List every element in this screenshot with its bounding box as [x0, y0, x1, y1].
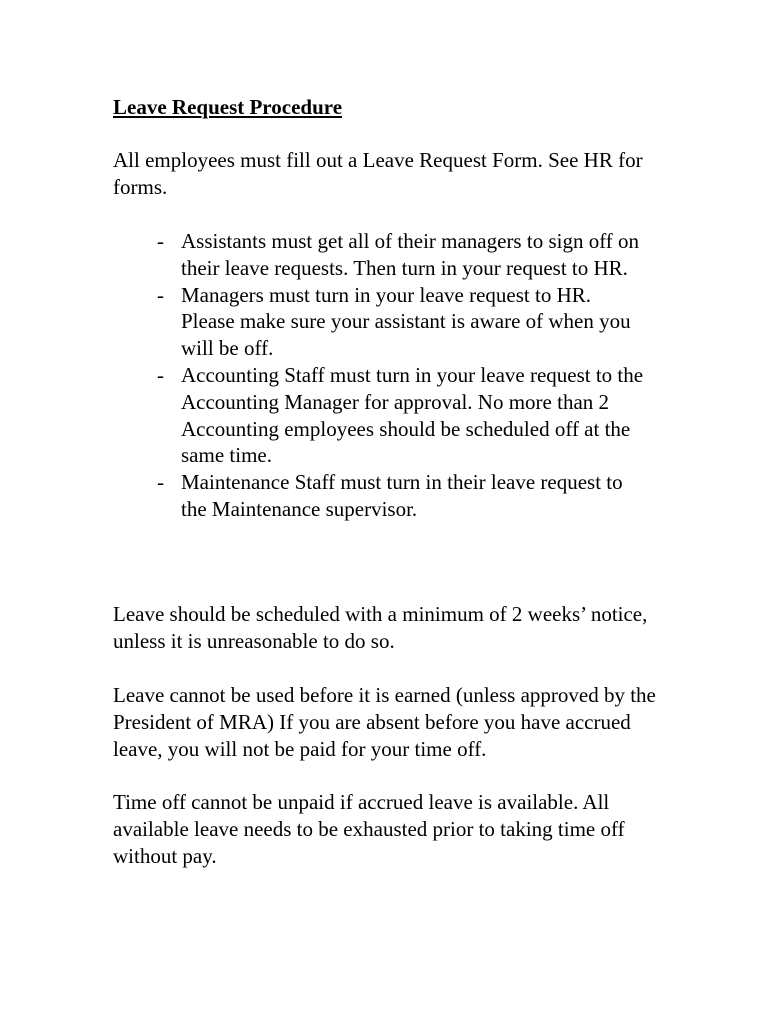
list-bullet: -: [157, 470, 164, 495]
procedure-list: [157, 228, 667, 523]
list-item-text: Assistants must get all of their managers to sign off on their leave requests. Then turn in your request to HR.: [181, 229, 640, 280]
list-item-maintenance: [157, 469, 667, 523]
list-item-text: Accounting Staff must turn in your leave request to the Accounting Manager for approval. No more than 2 Accounting employees should be scheduled off at the same time.: [181, 362, 644, 468]
list-item-text: Maintenance Staff must turn in their leave request to the Maintenance supervisor.: [181, 470, 623, 521]
list-bullet: -: [157, 229, 164, 253]
earned-leave-paragraph: Leave cannot be used before it is earned (unless approved by the President of MRA) If you are absent before you have accrued leave, you will not be paid for your time off.: [113, 683, 656, 761]
notice-paragraph: Leave should be scheduled with a minimum of 2 weeks’ notice, unless it is unreasonable to do so.: [113, 602, 648, 653]
list-item-text: Managers must turn in your leave request to HR. Please make sure your assistant is aware of when you will be off.: [181, 282, 631, 361]
page-title: Leave Request Procedure: [113, 95, 343, 119]
list-item-accounting: [157, 362, 667, 469]
list-bullet: -: [157, 362, 164, 387]
unpaid-leave-paragraph: Time off cannot be unpaid if accrued leave is available. All available leave needs to be exhausted prior to taking time off without pay.: [113, 790, 625, 868]
list-bullet: -: [157, 282, 164, 307]
list-item-managers: [157, 282, 667, 362]
list-item-assistants: [157, 228, 667, 282]
intro-paragraph: All employees must fill out a Leave Request Form. See HR for forms.: [113, 148, 643, 199]
